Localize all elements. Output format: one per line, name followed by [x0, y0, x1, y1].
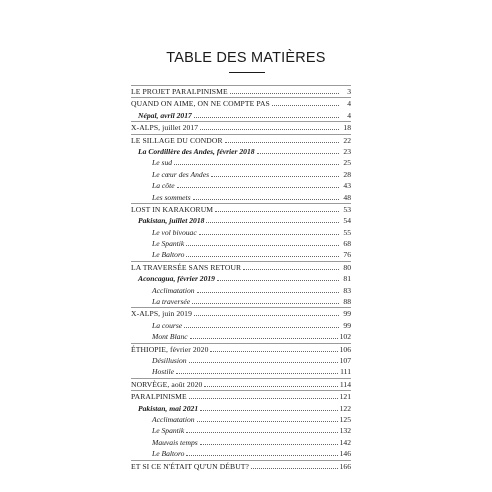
toc-entry-page-number: 76 — [343, 250, 351, 260]
dot-leader — [206, 215, 339, 223]
dot-leader — [217, 273, 339, 281]
toc-entry-page-number: 55 — [343, 227, 351, 237]
toc-subsection-entry[interactable] — [131, 414, 351, 425]
dot-leader — [243, 262, 339, 270]
toc-section-entry[interactable] — [131, 215, 351, 226]
toc-entry-label: La traversée — [152, 297, 191, 307]
toc-entry-label: La course — [152, 320, 183, 330]
toc-chapter-entry[interactable] — [131, 308, 351, 319]
toc-entry-label: Le Baltoro — [152, 449, 185, 459]
dot-leader — [194, 110, 339, 118]
toc-entry-page-number: 83 — [343, 285, 351, 295]
toc-chapter-entry[interactable] — [131, 262, 351, 273]
toc-entry-page-number: 80 — [343, 262, 351, 272]
toc-entry-label: Le Spantik — [152, 239, 185, 249]
dot-leader — [186, 249, 339, 257]
toc-entry-label: ÉTHIOPIE, février 2020 — [131, 344, 209, 354]
toc-entry-label: Mont Blanc — [152, 332, 188, 342]
toc-entry-page-number: 121 — [339, 392, 351, 402]
toc-subsection-entry[interactable] — [131, 192, 351, 203]
toc-subsection-entry[interactable] — [131, 169, 351, 180]
toc-entry-page-number: 102 — [339, 332, 351, 342]
toc-entry-label: Le cœur des Andes — [152, 169, 210, 179]
dot-leader — [215, 204, 339, 212]
toc-subsection-entry[interactable] — [131, 249, 351, 260]
toc-section-entry[interactable] — [131, 146, 351, 157]
toc-entry-page-number: 4 — [347, 110, 351, 120]
toc-entry-page-number: 23 — [343, 146, 351, 156]
toc-entry-label: Pakistan, juillet 2018 — [138, 216, 205, 226]
dot-leader — [184, 320, 339, 328]
toc-entry-label: Le vol bivouac — [152, 227, 197, 237]
toc-entry-label: Hostile — [152, 367, 174, 377]
toc-section-entry[interactable] — [131, 273, 351, 284]
toc-entry-label: Aconcagua, février 2019 — [138, 274, 215, 284]
table-of-contents — [131, 85, 351, 472]
toc-entry-page-number: 48 — [343, 192, 351, 202]
toc-chapter-entry[interactable] — [131, 135, 351, 146]
dot-leader — [257, 146, 339, 154]
toc-entry-page-number: 99 — [343, 309, 351, 319]
toc-chapter-entry[interactable] — [131, 344, 351, 355]
toc-subsection-entry[interactable] — [131, 157, 351, 168]
toc-entry-page-number: 81 — [343, 274, 351, 284]
toc-entry-label: LE PROJET PARALPINISME — [131, 87, 228, 96]
dot-leader — [190, 331, 338, 339]
dot-leader — [230, 86, 339, 94]
toc-entry-page-number: 111 — [340, 367, 351, 377]
dot-leader — [189, 355, 338, 363]
dot-leader — [210, 344, 337, 352]
toc-entry-label: PARALPINISME — [131, 392, 187, 402]
toc-subsection-entry[interactable] — [131, 448, 351, 459]
toc-entry-page-number: 166 — [339, 461, 351, 471]
toc-chapter-entry[interactable] — [131, 122, 351, 133]
dot-leader — [186, 448, 337, 456]
toc-entry-page-number: 125 — [339, 414, 351, 424]
dot-leader — [197, 414, 338, 422]
toc-entry-label: LOST IN KARAKORUM — [131, 204, 214, 214]
toc-subsection-entry[interactable] — [131, 331, 351, 342]
toc-subsection-entry[interactable] — [131, 180, 351, 191]
toc-entry-page-number: 88 — [343, 297, 351, 307]
toc-entry-page-number: 106 — [339, 344, 351, 354]
toc-entry-label: Acclimatation — [152, 414, 195, 424]
toc-chapter-entry[interactable] — [131, 86, 351, 97]
dot-leader — [192, 296, 339, 304]
dot-leader — [174, 157, 339, 165]
toc-chapter-entry[interactable] — [131, 379, 351, 390]
toc-entry-label: Les sommets — [152, 192, 191, 202]
toc-entry-page-number: 114 — [339, 379, 351, 389]
toc-entry-label: Pakistan, mai 2021 — [138, 403, 199, 413]
toc-entry-label: Le Baltoro — [152, 250, 185, 260]
dot-leader — [199, 227, 339, 235]
toc-entry-page-number: 43 — [343, 181, 351, 191]
toc-entry-label: Désillusion — [152, 355, 187, 365]
toc-entry-label: Le sud — [152, 158, 173, 168]
dot-leader — [225, 135, 339, 143]
toc-entry-page-number: 132 — [339, 426, 351, 436]
toc-entry-page-number: 3 — [347, 87, 351, 96]
toc-subsection-entry[interactable] — [131, 320, 351, 331]
toc-section-entry[interactable] — [131, 403, 351, 414]
toc-entry-label: Le Spantik — [152, 426, 185, 436]
toc-subsection-entry[interactable] — [131, 366, 351, 377]
toc-entry-page-number: 68 — [343, 239, 351, 249]
dot-leader — [176, 366, 338, 374]
toc-chapter-entry[interactable] — [131, 204, 351, 215]
toc-entry-label: Acclimatation — [152, 285, 195, 295]
dot-leader — [186, 238, 339, 246]
toc-entry-page-number: 28 — [343, 169, 351, 179]
toc-entry-label: Népal, avril 2017 — [138, 110, 192, 120]
toc-subsection-entry[interactable] — [131, 238, 351, 249]
dot-leader — [204, 379, 337, 387]
dot-leader — [193, 192, 339, 200]
toc-entry-page-number: 4 — [347, 99, 351, 109]
dot-leader — [197, 285, 339, 293]
toc-entry-page-number: 54 — [343, 216, 351, 226]
toc-entry-label: QUAND ON AIME, ON NE COMPTE PAS — [131, 99, 270, 109]
toc-entry-page-number: 18 — [343, 123, 351, 133]
toc-chapter-entry[interactable] — [131, 98, 351, 109]
toc-entry-page-number: 53 — [343, 204, 351, 214]
toc-subsection-entry[interactable] — [131, 425, 351, 436]
dot-leader — [272, 98, 339, 106]
toc-chapter-entry[interactable] — [131, 391, 351, 402]
toc-entry-page-number: 142 — [339, 437, 351, 447]
toc-chapter-entry[interactable] — [131, 461, 351, 472]
toc-entry-page-number: 122 — [339, 403, 351, 413]
dot-leader — [200, 437, 338, 445]
dot-leader — [177, 180, 339, 188]
dot-leader — [251, 461, 338, 469]
dot-leader — [194, 308, 339, 316]
toc-entry-page-number: 146 — [339, 449, 351, 459]
toc-entry-label: La Cordillère des Andes, février 2018 — [138, 146, 255, 156]
toc-entry-label: X-ALPS, juillet 2017 — [131, 123, 199, 133]
dot-leader — [189, 391, 338, 399]
title-underline — [229, 72, 265, 73]
toc-entry-label: LE SILLAGE DU CONDOR — [131, 135, 223, 145]
dot-leader — [200, 122, 339, 130]
toc-entry-page-number: 22 — [343, 135, 351, 145]
toc-entry-label: Mauvais temps — [152, 437, 198, 447]
dot-leader — [186, 425, 337, 433]
toc-entry-page-number: 25 — [343, 158, 351, 168]
toc-entry-label: ET SI CE N'ÉTAIT QU'UN DÉBUT? — [131, 461, 250, 471]
toc-entry-page-number: 107 — [339, 355, 351, 365]
toc-entry-page-number: 99 — [343, 320, 351, 330]
dot-leader — [200, 403, 337, 411]
toc-subsection-entry[interactable] — [131, 296, 351, 307]
toc-entry-label: LA TRAVERSÉE SANS RETOUR — [131, 262, 242, 272]
toc-subsection-entry[interactable] — [131, 437, 351, 448]
dot-leader — [211, 169, 339, 177]
toc-section-entry[interactable] — [131, 110, 351, 121]
toc-entry-label: La côte — [152, 181, 175, 191]
toc-subsection-entry[interactable] — [131, 355, 351, 366]
page-title: TABLE DES MATIÈRES — [166, 50, 326, 66]
toc-entry-label: NORVÈGE, août 2020 — [131, 379, 203, 389]
toc-entry-label: X-ALPS, juin 2019 — [131, 309, 192, 319]
toc-subsection-entry[interactable] — [131, 227, 351, 238]
toc-subsection-entry[interactable] — [131, 285, 351, 296]
